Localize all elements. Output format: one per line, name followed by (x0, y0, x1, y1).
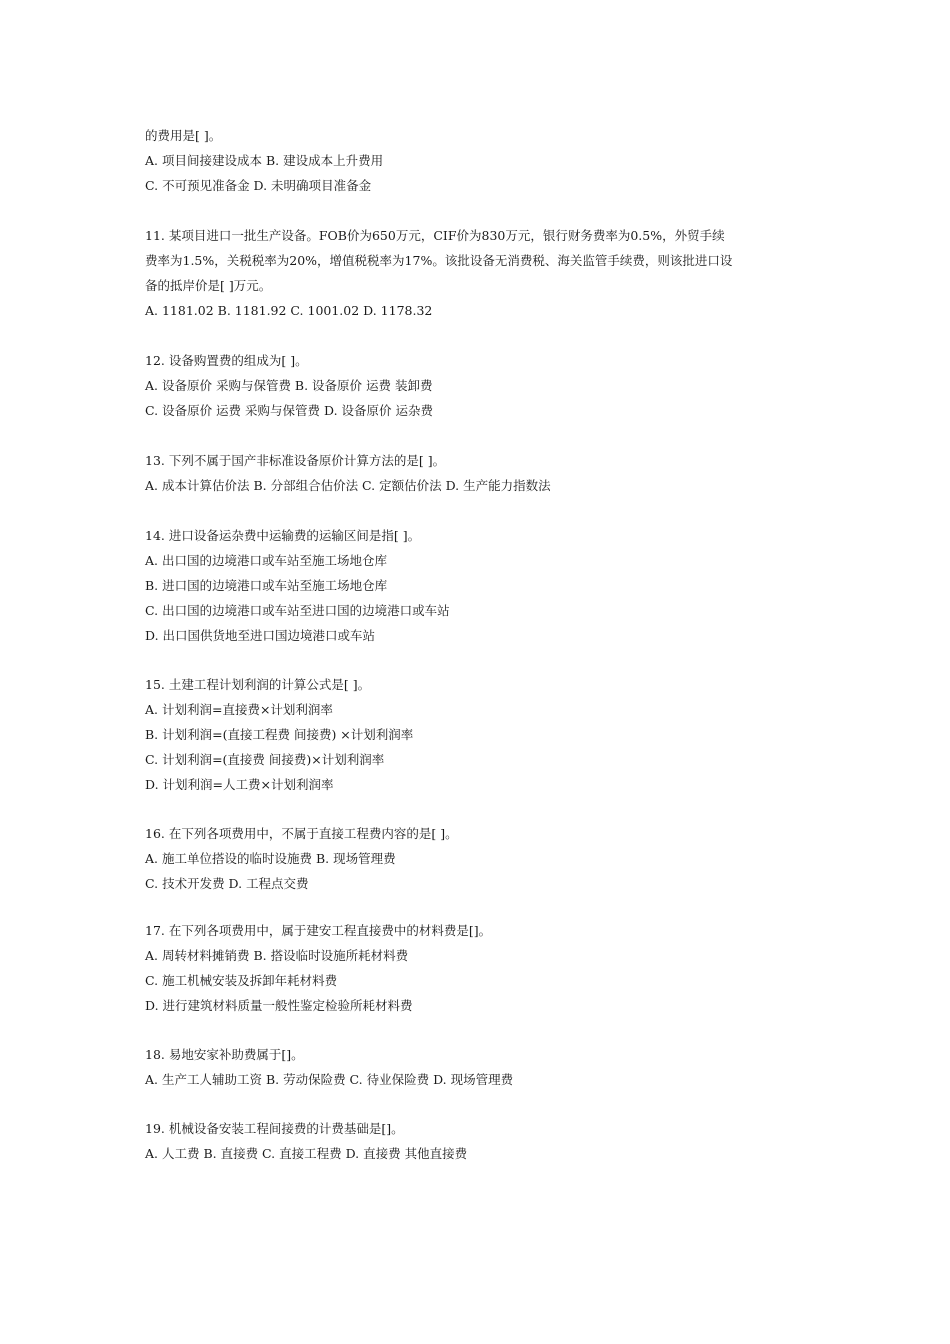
q19-options: A. 人工费 B. 直接费 C. 直接工程费 D. 直接费 其他直接费 (145, 1146, 468, 1161)
q11-options: A. 1181.02 B. 1181.92 C. 1001.02 D. 1178.32 (145, 303, 433, 318)
q15-option-c: C. 计划利润=(直接费 间接费)×计划利润率 (145, 752, 385, 767)
q10-options-cd: C. 不可预见准备金 D. 未明确项目准备金 (145, 178, 372, 193)
q17-option-d: D. 进行建筑材料质量一般性鉴定检验所耗材料费 (145, 998, 413, 1013)
q16-stem: 16. 在下列各项费用中，不属于直接工程费内容的是[ ]。 (145, 826, 458, 841)
q15-stem: 15. 土建工程计划利润的计算公式是[ ]。 (145, 677, 371, 692)
q16-options-ab: A. 施工单位搭设的临时设施费 B. 现场管理费 (145, 851, 396, 866)
q18-stem: 18. 易地安家补助费属于[]。 (145, 1047, 304, 1062)
q14-option-d: D. 出口国供货地至进口国边境港口或车站 (145, 628, 376, 643)
q13-options: A. 成本计算估价法 B. 分部组合估价法 C. 定额估价法 D. 生产能力指数法 (145, 478, 551, 493)
q14-stem: 14. 进口设备运杂费中运输费的运输区间是指[ ]。 (145, 528, 421, 543)
q11-stem-line1: 11. 某项目进口一批生产设备。FOB价为650万元，CIF价为830万元，银行财务费率为0.5%，外贸手续 (145, 228, 725, 243)
q12-options-cd: C. 设备原价 运费 采购与保管费 D. 设备原价 运杂费 (145, 403, 433, 418)
q15-option-b: B. 计划利润=(直接工程费 间接费) ×计划利润率 (145, 727, 414, 742)
q15-option-d: D. 计划利润=人工费×计划利润率 (145, 777, 334, 792)
q14-option-c: C. 出口国的边境港口或车站至进口国的边境港口或车站 (145, 603, 450, 618)
q14-option-b: B. 进口国的边境港口或车站至施工场地仓库 (145, 578, 388, 593)
q11-stem-line2: 费率为1.5%，关税税率为20%，增值税税率为17%。该批设备无消费税、海关监管手续费，则该批进口设 (145, 253, 733, 268)
q12-options-ab: A. 设备原价 采购与保管费 B. 设备原价 运费 装卸费 (145, 378, 433, 393)
q17-option-c: C. 施工机械安装及拆卸年耗材料费 (145, 973, 338, 988)
q15-option-a: A. 计划利润=直接费×计划利润率 (145, 702, 333, 717)
q17-stem: 17. 在下列各项费用中，属于建安工程直接费中的材料费是[]。 (145, 923, 492, 938)
q17-options-ab: A. 周转材料摊销费 B. 搭设临时设施所耗材料费 (145, 948, 409, 963)
q11-stem-line3: 备的抵岸价是[ ]万元。 (145, 278, 272, 293)
q16-options-cd: C. 技术开发费 D. 工程点交费 (145, 876, 309, 891)
q12-stem: 12. 设备购置费的组成为[ ]。 (145, 353, 308, 368)
q10-stem-cont: 的费用是[ ]。 (145, 128, 222, 143)
q10-options-ab: A. 项目间接建设成本 B. 建设成本上升费用 (145, 153, 384, 168)
q13-stem: 13. 下列不属于国产非标准设备原价计算方法的是[ ]。 (145, 453, 446, 468)
q14-option-a: A. 出口国的边境港口或车站至施工场地仓库 (145, 553, 387, 568)
q18-options: A. 生产工人辅助工资 B. 劳动保险费 C. 待业保险费 D. 现场管理费 (145, 1072, 514, 1087)
q19-stem: 19. 机械设备安装工程间接费的计费基础是[]。 (145, 1121, 404, 1136)
